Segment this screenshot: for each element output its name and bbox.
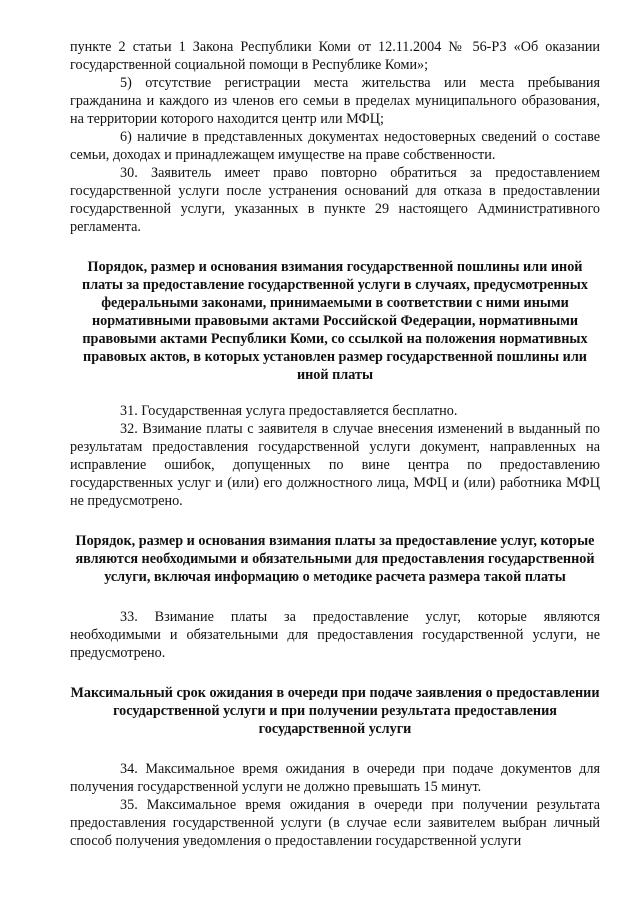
paragraph-35: 35. Максимальное время ожидания в очереди при получении результата предоставления государственной услуги (в случае если заявителем выбран личный способ получения уведомления о предоставлении государственной услуги [70,797,600,849]
document-page [70,38,600,850]
paragraph-item-6: 6) наличие в представленных документах недостоверных сведений о составе семьи, доходах и принадлежащем имуществе на праве собственности. [70,129,600,163]
paragraph-34: 34. Максимальное время ожидания в очереди при подаче документов для получения государственной услуги не должно превышать 15 минут. [70,761,600,795]
section-heading-mandatory-services: Порядок, размер и основания взимания платы за предоставление услуг, которые являются необходимыми и обязательными для предоставления государственной услуги, включая информацию о методике расчета размера такой платы [75,533,595,585]
paragraph-33: 33. Взимание платы за предоставление услуг, которые являются необходимыми и обязательными для предоставления государственной услуги, не предусмотрено. [70,609,600,661]
section-heading-waiting-time: Максимальный срок ожидания в очереди при подаче заявления о предоставлении государственной услуги и при получении результата предоставления государственной услуги [70,685,600,737]
paragraph-32: 32. Взимание платы с заявителя в случае внесения изменений в выданный по результатам предоставления государственной услуги документ, направленных на исправление ошибок, допущенных по вине центра по предоставлению государственных услуг и (или) его должностного лица, МФЦ и (или) работника МФЦ не предусмотрено. [70,421,600,509]
paragraph-30: 30. Заявитель имеет право повторно обратиться за предоставлением государственной услуги после устранения оснований для отказа в предоставлении государственной услуги, указанных в пункте 29 настоящего Административного регламента. [70,165,600,235]
paragraph-31: 31. Государственная услуга предоставляется бесплатно. [120,403,458,419]
section-heading-fees: Порядок, размер и основания взимания государственной пошлины или иной платы за предоставление государственной услуги в случаях, предусмотренных федеральными законами, принимаемыми в соответствии с ними иными нормативными правовыми актами Российской Федерации, нормативными правовыми актами Республики Коми, со ссылкой на положения нормативных правовых актов, в которых установлен размер государственной пошлины или иной платы [82,259,588,383]
paragraph-item-5: 5) отсутствие регистрации места жительства или места пребывания гражданина и каждого из членов его семьи в пределах муниципального образования, на территории которого находится центр или МФЦ; [70,75,600,127]
paragraph-continuation: пункте 2 статьи 1 Закона Республики Коми от 12.11.2004 № 56-РЗ «Об оказании государственной социальной помощи в Республике Коми»; [70,39,600,73]
